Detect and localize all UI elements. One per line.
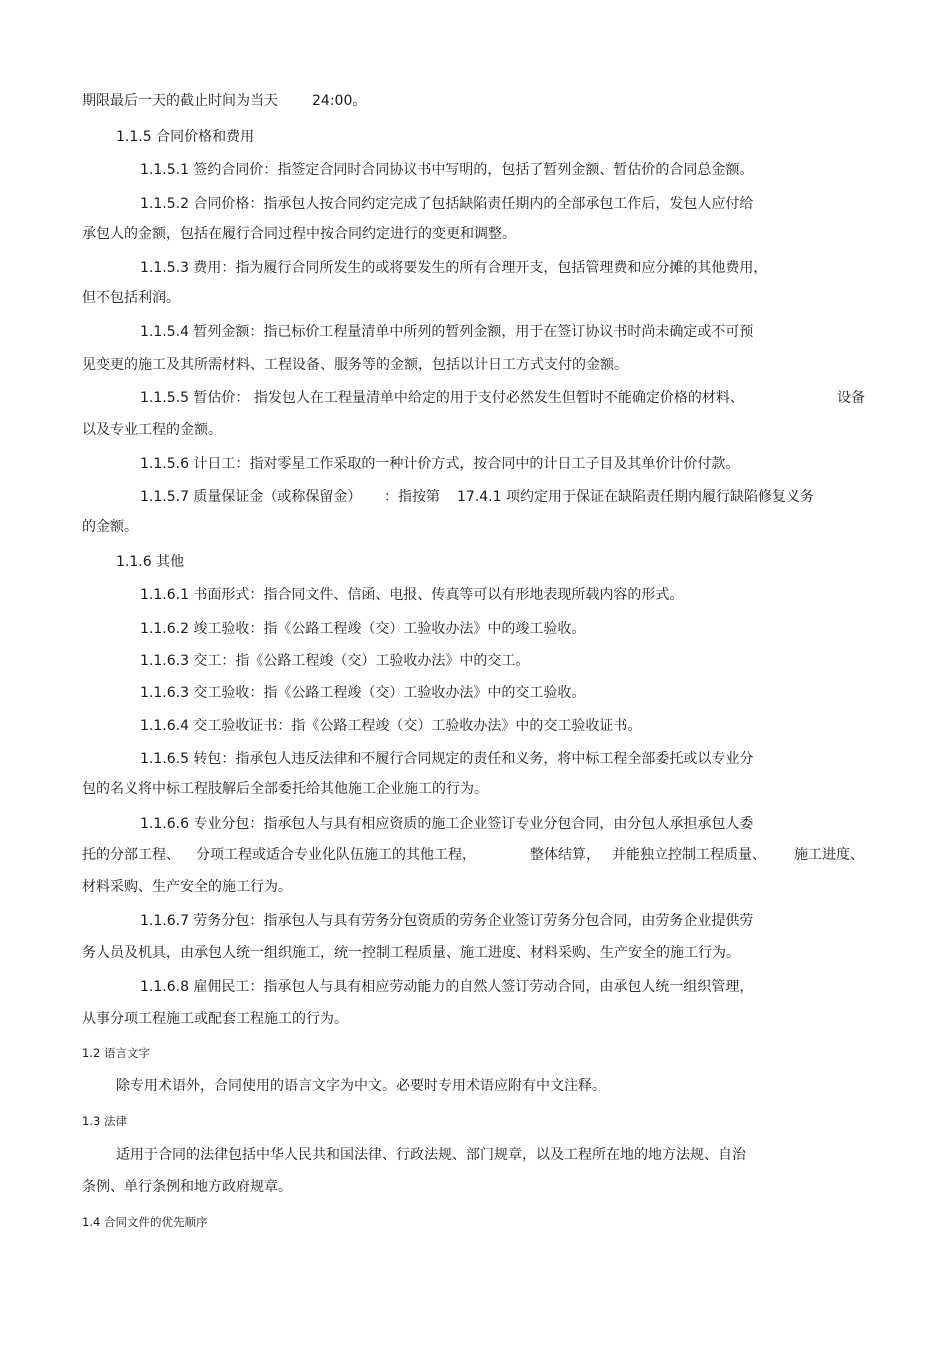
paragraph-line: 整体结算， [530, 847, 600, 863]
clause-1-1-6-6: 1.1.6.6 专业分包：指承包人与具有相应资质的施工企业签订专业分包合同，由分包人承担承包人委 [140, 816, 754, 832]
paragraph-line: 分项工程或适合专业化队伍施工的其他工程， [196, 847, 476, 863]
clause-1-1-6-5: 1.1.6.5 转包：指承包人违反法律和不履行合同规定的责任和义务，将中标工程全部委托或以专业分 [140, 751, 754, 767]
clause-1-1-5-4: 1.1.5.4 暂列金额：指已标价工程量清单中所列的暂列金额，用于在签订协议书时尚未确定或不可预 [140, 324, 754, 340]
clause-1-1-5-5: 1.1.5.5 暂估价： 指发包人在工程量清单中给定的用于支付必然发生但暂时不能确定价格的材料、 [140, 390, 744, 406]
paragraph-line: 除专用术语外，合同使用的语言文字为中文。必要时专用术语应附有中文注释。 [116, 1078, 606, 1094]
section-heading-1-1-6: 1.1.6 其他 [116, 554, 185, 570]
section-heading-1-4: 1.4 合同文件的优先顺序 [82, 1215, 208, 1229]
section-heading-1-2: 1.2 语言文字 [82, 1046, 150, 1060]
paragraph-line: 从事分项工程施工或配套工程施工的行为。 [82, 1011, 348, 1027]
paragraph-line: 设备 [837, 390, 865, 406]
paragraph-line: 并能独立控制工程质量、 [612, 847, 766, 863]
paragraph-line: 见变更的施工及其所需材料、工程设备、服务等的金额，包括以计日工方式支付的金额。 [82, 357, 628, 373]
clause-1-1-6-2: 1.1.6.2 竣工验收：指《公路工程竣（交）工验收办法》中的竣工验收。 [140, 621, 586, 637]
clause-1-1-6-3: 1.1.6.3 交工：指《公路工程竣（交）工验收办法》中的交工。 [140, 653, 530, 669]
clause-1-1-6-4: 1.1.6.4 交工验收证书：指《公路工程竣（交）工验收办法》中的交工验收证书。 [140, 718, 642, 734]
paragraph-line: 期限最后一天的截止时间为当天 24:00。 [82, 93, 367, 109]
section-heading-1-3: 1.3 法律 [82, 1114, 127, 1128]
clause-1-1-5-6: 1.1.5.6 计日工：指对零星工作采取的一种计价方式，按合同中的计日工子目及其单价计价付款。 [140, 456, 740, 472]
clause-1-1-6-7: 1.1.6.7 劳务分包：指承包人与具有劳务分包资质的劳务企业签订劳务分包合同，由劳务企业提供劳 [140, 913, 754, 929]
clause-1-1-5-2: 1.1.5.2 合同价格：指承包人按合同约定完成了包括缺陷责任期内的全部承包工作后，发包人应付给 [140, 196, 754, 212]
paragraph-line: 托的分部工程、 [82, 847, 180, 863]
paragraph-line: 承包人的金额，包括在履行合同过程中按合同约定进行的变更和调整。 [82, 226, 516, 242]
clause-1-1-5-7: 1.1.5.7 质量保证金（或称保留金） [140, 489, 362, 505]
paragraph-line: 的金额。 [82, 519, 138, 535]
paragraph-line: 适用于合同的法律包括中华人民共和国法律、行政法规、部门规章，以及工程所在地的地方法规、自治 [116, 1147, 746, 1163]
clause-1-1-6-1: 1.1.6.1 书面形式：指合同文件、信函、电报、传真等可以有形地表现所载内容的形式。 [140, 587, 684, 603]
section-heading-1-1-5: 1.1.5 合同价格和费用 [116, 129, 255, 145]
clause-1-1-6-8: 1.1.6.8 雇佣民工：指承包人与具有相应劳动能力的自然人签订劳动合同，由承包人统一组织管理， [140, 979, 754, 995]
paragraph-line: 施工进度、 [794, 847, 864, 863]
paragraph-line: 材料采购、生产安全的施工行为。 [82, 879, 292, 895]
paragraph-line: ：指按第 [384, 489, 440, 505]
clause-1-1-5-3: 1.1.5.3 费用：指为履行合同所发生的或将要发生的所有合理开支，包括管理费和应分摊的其他费用， [140, 260, 768, 276]
clause-1-1-5-1: 1.1.5.1 签约合同价：指签定合同时合同协议书中写明的，包括了暂列金额、暂估价的合同总金额。 [140, 162, 754, 178]
paragraph-line: 条例、单行条例和地方政府规章。 [82, 1179, 292, 1195]
paragraph-line: 包的名义将中标工程肢解后全部委托给其他施工企业施工的行为。 [82, 781, 488, 797]
paragraph-line: 但不包括利润。 [82, 290, 180, 306]
clause-1-1-6-3b: 1.1.6.3 交工验收：指《公路工程竣（交）工验收办法》中的交工验收。 [140, 685, 586, 701]
paragraph-line: 务人员及机具，由承包人统一组织施工，统一控制工程质量、施工进度、材料采购、生产安全的施工行为。 [82, 945, 740, 961]
paragraph-line: 17.4.1 项约定用于保证在缺陷责任期内履行缺陷修复义务 [457, 489, 814, 505]
paragraph-line: 以及专业工程的金额。 [82, 422, 222, 438]
